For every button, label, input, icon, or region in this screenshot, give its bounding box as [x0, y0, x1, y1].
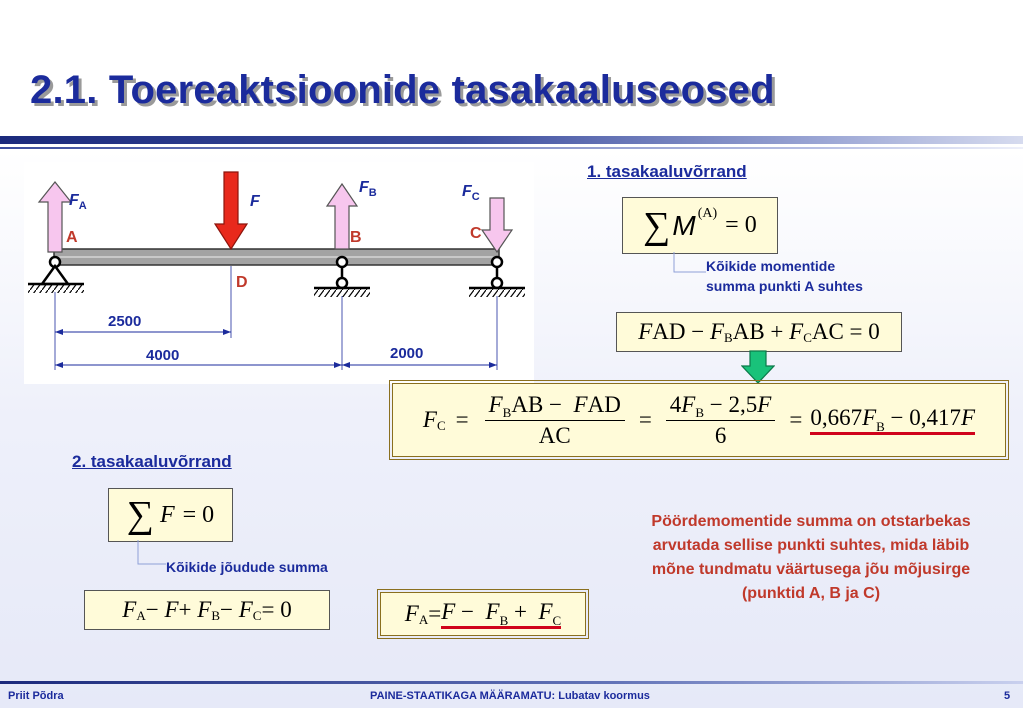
force-f-arrow	[215, 172, 247, 249]
footer-line	[0, 681, 1023, 684]
fc-result-underline: $0,667F_B - 0,417F$	[810, 405, 976, 434]
beam-diagram	[24, 162, 534, 384]
dim-4000: 4000	[146, 347, 180, 364]
force-sum-formula: ∑ F = 0	[108, 488, 233, 542]
fa-result-underline: $F - F_B + F_C$	[441, 599, 562, 628]
point-a: A	[66, 229, 78, 246]
label-fb: $F_B$	[359, 179, 377, 199]
note-connector-2	[136, 540, 168, 570]
label-fc: $F_C$	[462, 183, 480, 203]
force-note: Kõikide jõudude summa	[166, 559, 328, 575]
force-fc-arrow	[482, 198, 512, 252]
point-b: B	[350, 229, 362, 246]
explanation-text: Pöördemomentide summa on otstarbekas arvutada sellise punkti suhtes, mida läbib mõne tundmatu väärtusega jõu mõjusirge (punktid A, B ja C)	[651, 513, 971, 602]
fc-solution-formula: F C = $\frac{F_BAB - FAD}{AC}$ = $\frac{4F_B - 2,5F}{6}$ = $0,667F_B - 0,417F$	[392, 383, 1006, 457]
fa-result-formula: F A = $F - F_B + F_C$	[380, 592, 586, 636]
page-title: 2.1. Toereaktsioonide tasakaaluseosed	[30, 68, 775, 112]
heading-eq2: 2. tasakaaluvõrrand	[72, 452, 232, 471]
dim-2000: 2000	[390, 345, 424, 362]
moment-note: Kõikide momentide summa punkti A suhtes	[706, 258, 863, 294]
moment-expanded-formula: F AD − F B AB + F C AC = 0	[616, 312, 902, 352]
note-connector	[672, 252, 708, 280]
dim-2500: 2500	[108, 313, 142, 330]
point-d: D	[236, 274, 248, 291]
heading-eq1: 1. tasakaaluvõrrand	[587, 162, 747, 181]
title-underline-thin	[0, 147, 1023, 149]
title-underline-bar	[0, 136, 1023, 144]
label-fa: $F_A$	[69, 192, 87, 212]
footer-course: PAINE-STAATIKAGA MÄÄRAMATU: Lubatav koormus	[370, 690, 650, 702]
force-expanded-formula: F A − F + F B − F C = 0	[84, 590, 330, 630]
point-c: C	[470, 225, 482, 242]
footer-author: Priit Põdra	[8, 690, 64, 702]
moment-sum-formula: ∑ M (A) = 0	[622, 197, 778, 254]
footer-page-number: 5	[1004, 690, 1011, 702]
down-arrow-icon	[741, 350, 775, 384]
label-f: F	[250, 193, 260, 210]
